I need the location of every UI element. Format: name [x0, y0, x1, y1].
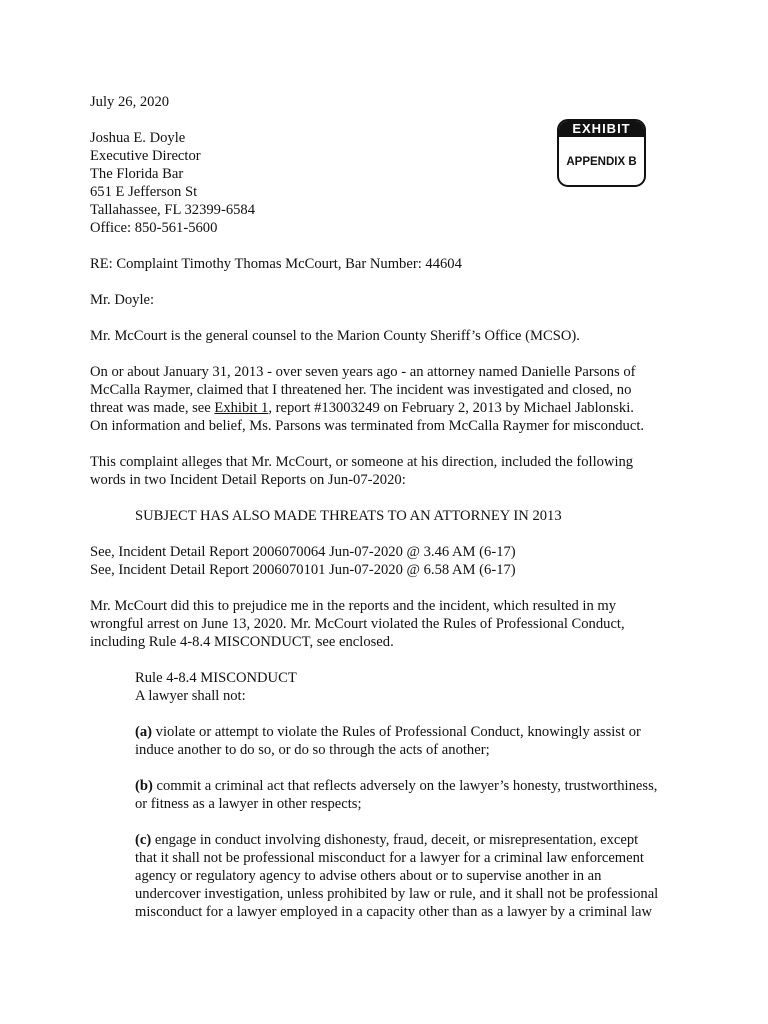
recipient-phone: Office: 850-561-5600 [90, 220, 218, 236]
paragraph-line: wrongful arrest on June 13, 2020. Mr. McCourt violated the Rules of Professional Conduct, [90, 616, 625, 632]
rule-line: induce another to do so, or do so through the acts of another; [135, 742, 490, 758]
recipient-name: Joshua E. Doyle [90, 130, 186, 146]
rule-line: misconduct for a lawyer employed in a capacity other than as a lawyer by a criminal law [135, 904, 653, 920]
rule-item-a [135, 723, 690, 759]
rule-excerpt [135, 669, 690, 921]
rule-line: undercover investigation, unless prohibited by law or rule, and it shall not be professional [135, 886, 659, 902]
rule-title: Rule 4-8.4 MISCONDUCT [135, 670, 297, 686]
paragraph-incident-2013 [90, 363, 690, 435]
rule-line [135, 777, 690, 795]
salutation: Mr. Doyle: [90, 292, 155, 308]
rule-line: that it shall not be professional misconduct for a lawyer for a criminal law enforcement [135, 850, 644, 866]
paragraph-line: Mr. McCourt did this to prejudice me in the reports and the incident, which resulted in my [90, 598, 617, 614]
exhibit-stamp-header: EXHIBIT [559, 121, 644, 137]
rule-item-text: violate or attempt to violate the Rules of Professional Conduct, knowingly assist or [152, 724, 641, 740]
rule-line [135, 723, 690, 741]
incident-report-reference: See, Incident Detail Report 2006070101 Jun-07-2020 @ 6.58 AM (6-17) [90, 562, 516, 578]
paragraph-complaint-allegation [90, 453, 690, 489]
exhibit-stamp-label: APPENDIX B [566, 156, 637, 168]
recipient-org: The Florida Bar [90, 166, 184, 182]
incident-report-references [90, 543, 690, 579]
paragraph-line: including Rule 4-8.4 MISCONDUCT, see enclosed. [90, 634, 394, 650]
rule-item-b [135, 777, 690, 813]
rule-item-label: (a) [135, 724, 153, 740]
text-segment: , report #13003249 on February 2, 2013 by Michael Jablonski. [268, 400, 634, 416]
quoted-report-text: SUBJECT HAS ALSO MADE THREATS TO AN ATTORNEY IN 2013 [135, 508, 562, 524]
recipient-address-block [90, 129, 690, 237]
recipient-street: 651 E Jefferson St [90, 184, 198, 200]
rule-item-c [135, 831, 690, 921]
paragraph-line: On information and belief, Ms. Parsons was terminated from McCalla Raymer for misconduct. [90, 418, 645, 434]
rule-item-label: (b) [135, 778, 153, 794]
rule-line [135, 831, 690, 849]
incident-report-reference: See, Incident Detail Report 2006070064 Jun-07-2020 @ 3.46 AM (6-17) [90, 544, 516, 560]
rule-intro: A lawyer shall not: [135, 688, 246, 704]
rule-line: agency or regulatory agency to advise others about or to supervise another in an [135, 868, 602, 884]
letter-body [90, 93, 690, 921]
recipient-city: Tallahassee, FL 32399-6584 [90, 202, 256, 218]
rule-line: or fitness as a lawyer in other respects; [135, 796, 362, 812]
re-line: RE: Complaint Timothy Thomas McCourt, Bar Number: 44604 [90, 256, 462, 272]
paragraph-line: McCalla Raymer, claimed that I threatened her. The incident was investigated and closed, no [90, 382, 632, 398]
exhibit-1-link[interactable]: Exhibit 1 [214, 400, 269, 416]
paragraph-line: words in two Incident Detail Reports on Jun-07-2020: [90, 472, 406, 488]
rule-item-text: commit a criminal act that reflects adversely on the lawyer’s honesty, trustworthiness, [152, 778, 658, 794]
paragraph-line: This complaint alleges that Mr. McCourt, or someone at his direction, included the following [90, 454, 634, 470]
text-segment: threat was made, see [90, 400, 215, 416]
paragraph-line [90, 399, 690, 417]
recipient-title: Executive Director [90, 148, 201, 164]
paragraph-line: On or about January 31, 2013 - over seven years ago - an attorney named Danielle Parsons of [90, 364, 636, 380]
letter-date: July 26, 2020 [90, 94, 170, 110]
rule-item-text: engage in conduct involving dishonesty, fraud, deceit, or misrepresentation, except [151, 832, 639, 848]
paragraph-general-counsel: Mr. McCourt is the general counsel to the Marion County Sheriff’s Office (MCSO). [90, 328, 580, 344]
rule-item-label: (c) [135, 832, 152, 848]
paragraph-misconduct-claim [90, 597, 690, 651]
